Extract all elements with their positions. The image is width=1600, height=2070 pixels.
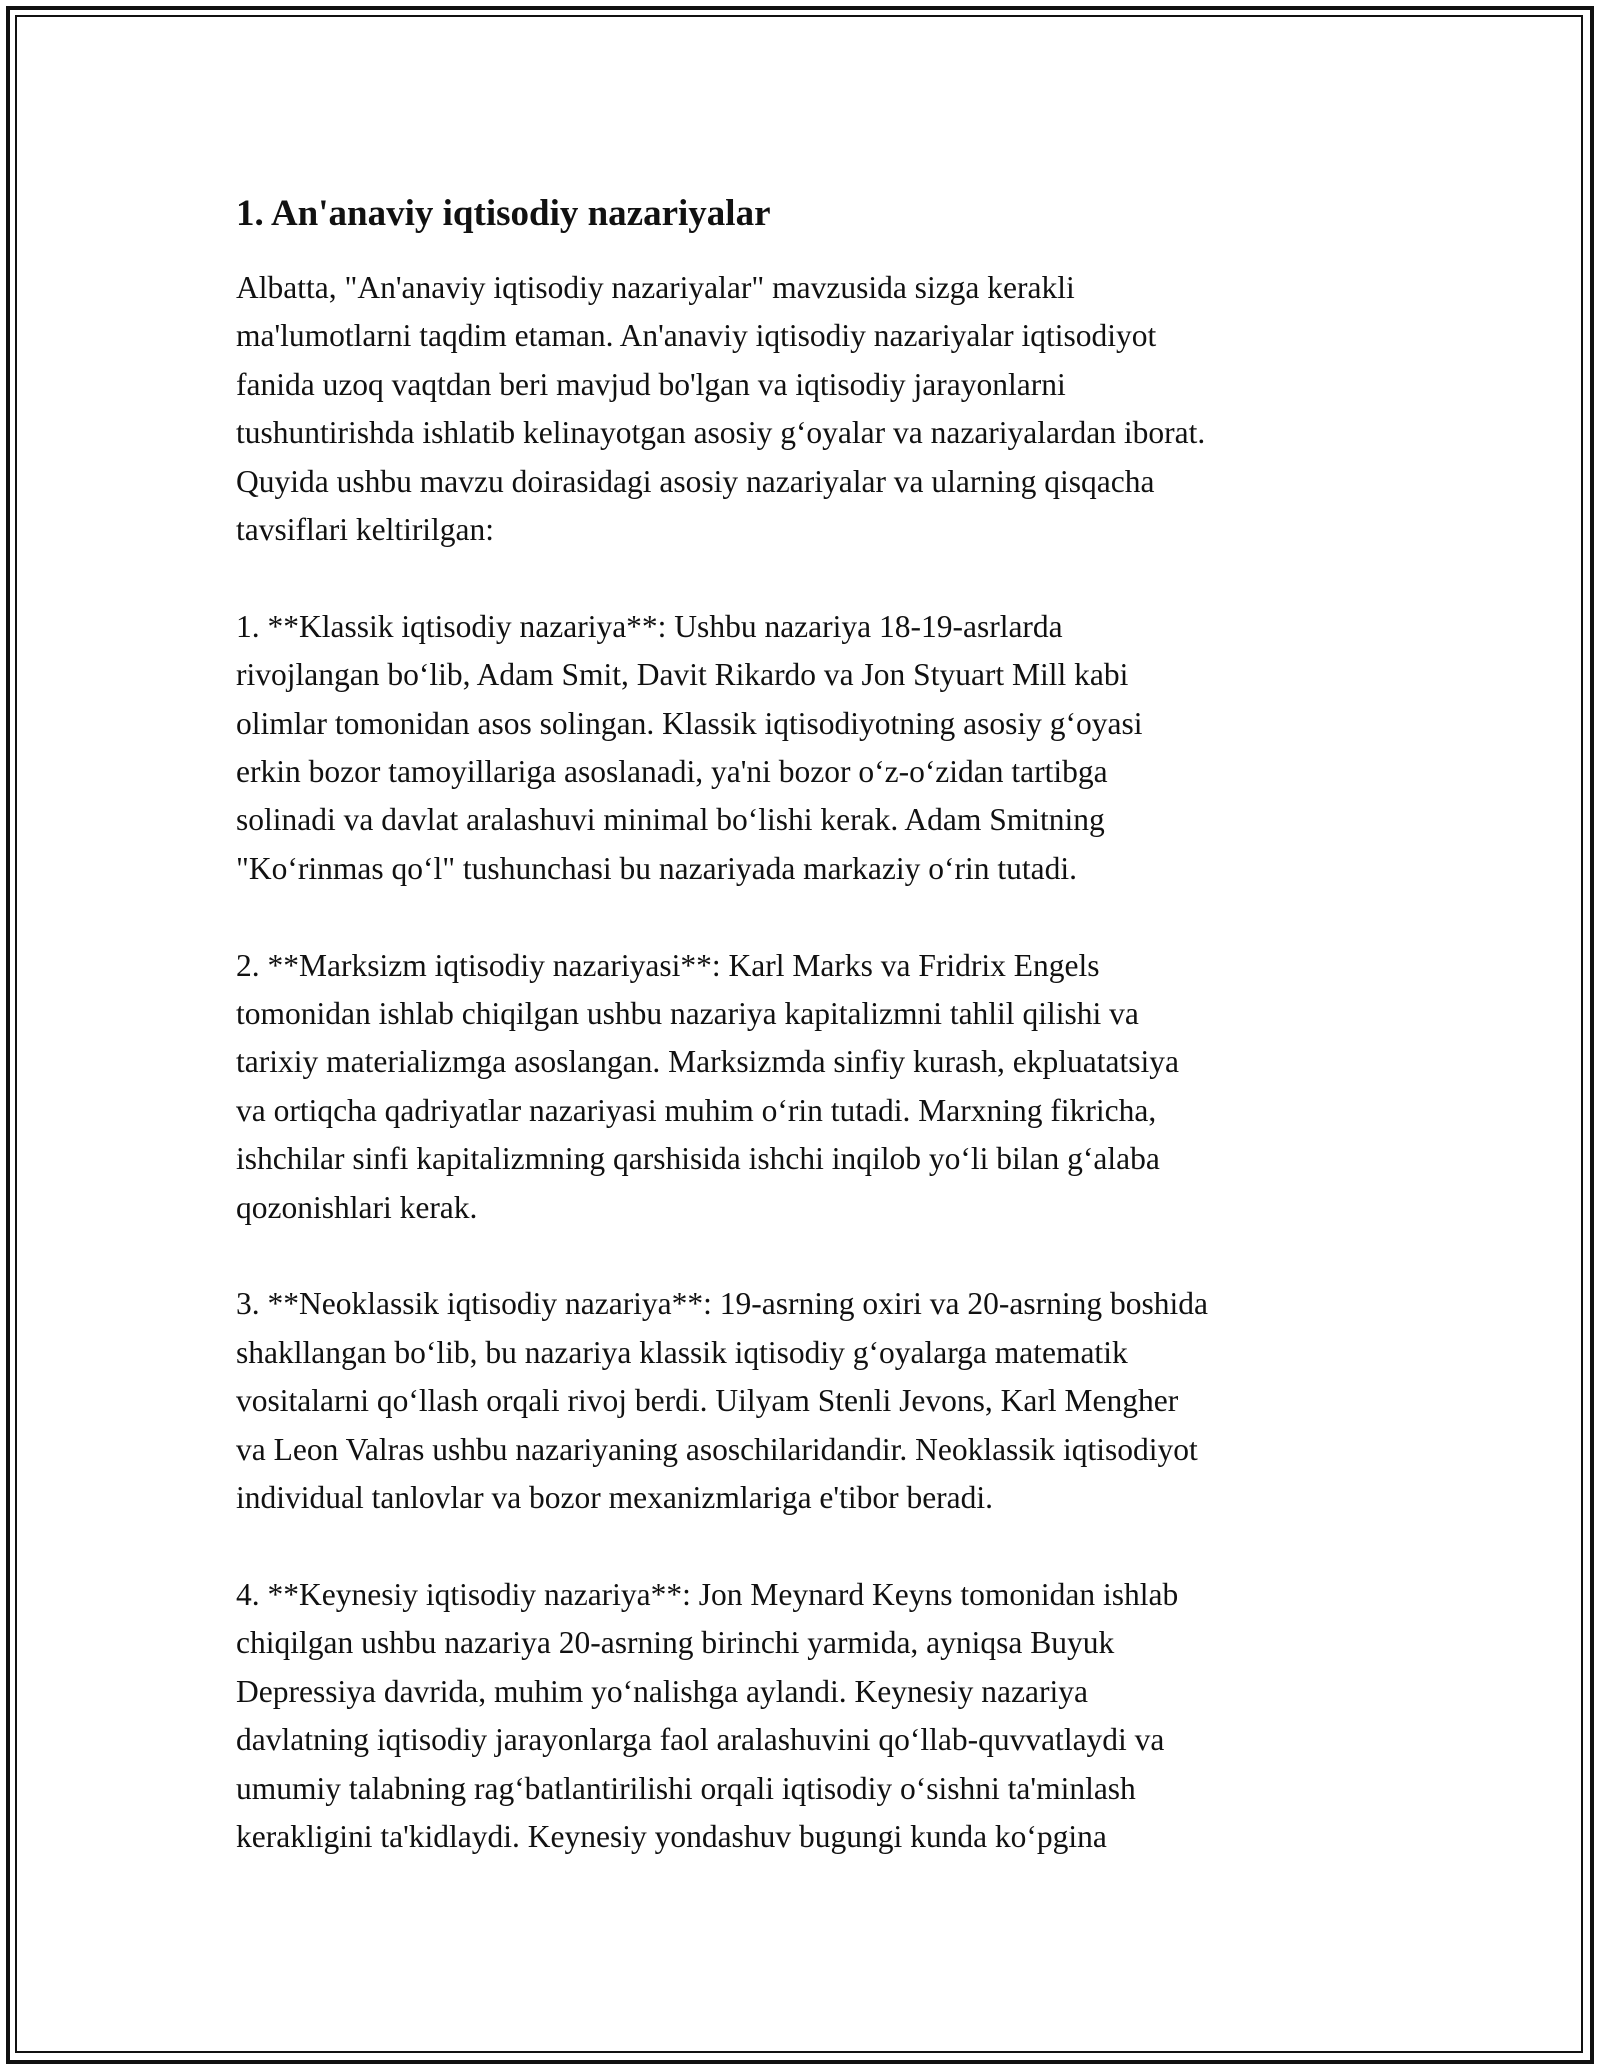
text-line: 1. **Klassik iqtisodiy nazariya**: Ushbu nazariya 18-19-asrlarda (236, 608, 1063, 644)
text-line: Albatta, "An'anaviy iqtisodiy nazariyalar" mavzusida sizga kerakli (236, 270, 1075, 305)
text-line: qozonishlari kerak. (236, 1189, 478, 1225)
text-line: individual tanlovlar va bozor mexanizmlariga e'tibor beradi. (236, 1480, 994, 1516)
text-line: va Leon Valras ushbu nazariyaning asoschilaridandir. Neoklassik iqtisodiyot (236, 1431, 1198, 1467)
text-line: ishchilar sinfi kapitalizmning qarshisida ishchi inqilob yo‘li bilan g‘alaba (236, 1141, 1160, 1177)
document-body (236, 186, 1386, 1910)
text-line: umumiy talabning rag‘batlantirilishi orqali iqtisodiy o‘sishni ta'minlash (236, 1770, 1136, 1806)
paragraph-classical-theory (236, 603, 1386, 893)
text-line: 2. **Marksizm iqtisodiy nazariyasi**: Karl Marks va Fridrix Engels (236, 947, 1100, 983)
text-line: tushuntirishda ishlatib kelinayotgan asosiy g‘oyalar va nazariyalardan iborat. (236, 415, 1206, 451)
text-line: 4. **Keynesiy iqtisodiy nazariya**: Jon Meynard Keyns tomonidan ishlab (236, 1576, 1179, 1612)
text-line: erkin bozor tamoyillariga asoslanadi, ya'ni bozor o‘z-o‘zidan tartibga (236, 754, 1108, 790)
text-line: Depressiya davrida, muhim yo‘nalishga aylandi. Keynesiy nazariya (236, 1673, 1088, 1709)
section-heading: 1. An'anaviy iqtisodiy nazariyalar (236, 193, 771, 234)
text-line: davlatning iqtisodiy jarayonlarga faol aralashuvini qo‘llab-quvvatlaydi va (236, 1722, 1165, 1758)
text-line: tarixiy materializmga asoslangan. Marksizmda sinfiy kurash, ekpluatatsiya (236, 1044, 1179, 1080)
text-line: tavsiflari keltirilgan: (236, 512, 495, 548)
text-line: "Ko‘rinmas qo‘l" tushunchasi bu nazariyada markaziy o‘rin tutadi. (236, 850, 1077, 886)
text-line: tomonidan ishlab chiqilgan ushbu nazariya kapitalizmni tahlil qilishi va (236, 996, 1139, 1032)
text-line: va ortiqcha qadriyatlar nazariyasi muhim o‘rin tutadi. Marxning fikricha, (236, 1092, 1157, 1128)
text-line: chiqilgan ushbu nazariya 20-asrning birinchi yarmida, ayniqsa Buyuk (236, 1625, 1115, 1661)
paragraph-intro (236, 264, 1386, 554)
text-line: fanida uzoq vaqtdan beri mavjud bo'lgan va iqtisodiy jarayonlarni (236, 366, 1066, 402)
text-line: ma'lumotlarni taqdim etaman. An'anaviy iqtisodiy nazariyalar iqtisodiyot (236, 318, 1157, 354)
text-line: vositalarni qo‘llash orqali rivoj berdi. Uilyam Stenli Jevons, Karl Mengher (236, 1383, 1179, 1419)
text-line: solinadi va davlat aralashuvi minimal bo‘lishi kerak. Adam Smitning (236, 802, 1105, 838)
text-line: shakllangan bo‘lib, bu nazariya klassik iqtisodiy g‘oyalarga matematik (236, 1334, 1128, 1370)
text-line: 3. **Neoklassik iqtisodiy nazariya**: 19-asrning oxiri va 20-asrning boshida (236, 1286, 1208, 1322)
text-line: olimlar tomonidan asos solingan. Klassik iqtisodiyotning asosiy g‘oyasi (236, 705, 1143, 741)
text-line: Quyida ushbu mavzu doirasidagi asosiy nazariyalar va ularning qisqacha (236, 463, 1155, 499)
text-line: rivojlangan bo‘lib, Adam Smit, Davit Rikardo va Jon Styuart Mill kabi (236, 657, 1129, 693)
paragraph-marxist-theory (236, 942, 1386, 1232)
text-line: kerakligini ta'kidlaydi. Keynesiy yondashuv bugungi kunda ko‘pgina (236, 1818, 1107, 1854)
paragraph-neoclassical-theory (236, 1280, 1386, 1522)
paragraph-keynesian-theory (236, 1571, 1386, 1861)
